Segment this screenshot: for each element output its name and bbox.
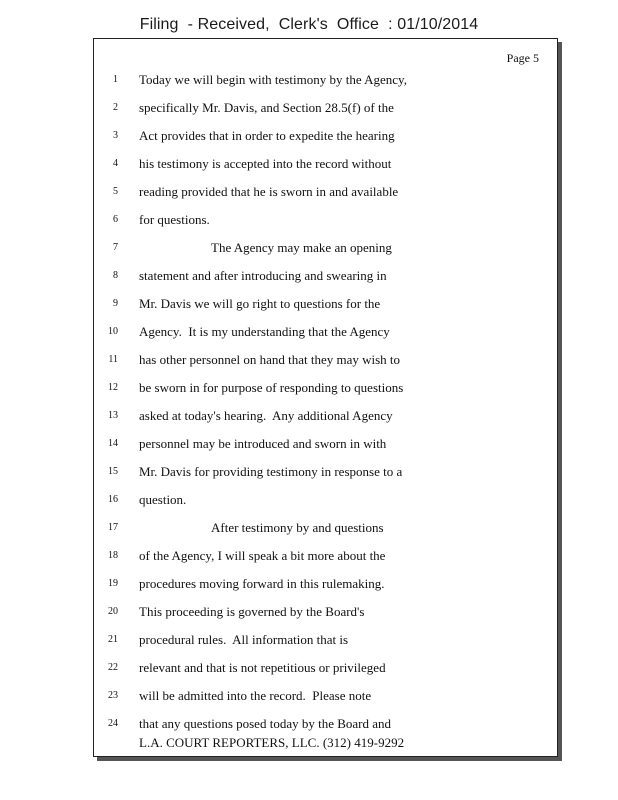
line-text: be sworn in for purpose of responding to questions (139, 380, 404, 395)
line-text: for questions. (139, 212, 210, 227)
line-text: that any questions posed today by the Board and (139, 716, 392, 731)
transcript-line (94, 602, 557, 630)
filing-stamp: Filing - Received, Clerk's Office : 01/10/2014 (139, 16, 479, 33)
line-number: 24 (108, 718, 118, 729)
line-number: 14 (108, 438, 118, 449)
line-text: This proceeding is governed by the Board's (139, 604, 365, 619)
transcript-page (93, 38, 558, 757)
line-text: procedures moving forward in this rulemaking. (139, 576, 385, 591)
line-text: Agency. It is my understanding that the Agency (139, 324, 390, 339)
line-text: personnel may be introduced and sworn in with (139, 436, 387, 451)
transcript-line (94, 378, 557, 406)
line-text: statement and after introducing and swearing in (139, 268, 387, 283)
line-number: 19 (108, 578, 118, 589)
line-number: 17 (108, 522, 118, 533)
transcript-line (94, 294, 557, 322)
line-text: After testimony by and questions (211, 520, 384, 535)
transcript-line (94, 350, 557, 378)
line-number: 20 (108, 606, 118, 617)
line-text: has other personnel on hand that they may wish to (139, 352, 401, 367)
line-number: 6 (113, 214, 118, 225)
line-number: 9 (113, 298, 118, 309)
court-reporter-footer: L.A. COURT REPORTERS, LLC. (312) 419-9292 (139, 735, 405, 750)
line-number: 22 (108, 662, 118, 673)
line-number: 1 (113, 74, 118, 85)
transcript-line (94, 434, 557, 462)
transcript-line (94, 154, 557, 182)
page-number: Page 5 (506, 51, 539, 65)
line-number: 18 (108, 550, 118, 561)
transcript-line (94, 630, 557, 658)
transcript-line (94, 406, 557, 434)
line-number: 3 (113, 130, 118, 141)
line-number: 4 (113, 158, 118, 169)
transcript-line (94, 518, 557, 546)
line-text: of the Agency, I will speak a bit more about the (139, 548, 386, 563)
line-text: Mr. Davis we will go right to questions for the (139, 296, 381, 311)
transcript-line (94, 266, 557, 294)
transcript-lines (94, 70, 557, 742)
line-text: his testimony is accepted into the record without (139, 156, 392, 171)
line-number: 5 (113, 186, 118, 197)
line-number: 21 (108, 634, 118, 645)
transcript-line (94, 686, 557, 714)
line-text: Mr. Davis for providing testimony in response to a (139, 464, 403, 479)
transcript-line (94, 546, 557, 574)
line-number: 13 (108, 410, 118, 421)
line-number: 8 (113, 270, 118, 281)
line-text: The Agency may make an opening (211, 240, 392, 255)
transcript-line (94, 658, 557, 686)
line-text: relevant and that is not repetitious or privileged (139, 660, 386, 675)
transcript-line (94, 126, 557, 154)
line-text: asked at today's hearing. Any additional Agency (139, 408, 393, 423)
transcript-line (94, 70, 557, 98)
line-number: 7 (113, 242, 118, 253)
transcript-line (94, 574, 557, 602)
line-number: 12 (108, 382, 118, 393)
transcript-line (94, 462, 557, 490)
transcript-line (94, 322, 557, 350)
line-text: reading provided that he is sworn in and available (139, 184, 399, 199)
line-text: question. (139, 492, 187, 507)
transcript-line (94, 238, 557, 266)
line-text: will be admitted into the record. Please note (139, 688, 372, 703)
line-number: 23 (108, 690, 118, 701)
line-text: Act provides that in order to expedite the hearing (139, 128, 395, 143)
line-number: 11 (108, 354, 118, 365)
line-number: 15 (108, 466, 118, 477)
line-text: Today we will begin with testimony by the Agency, (139, 72, 407, 87)
transcript-line (94, 98, 557, 126)
line-number: 16 (108, 494, 118, 505)
transcript-line (94, 490, 557, 518)
line-number: 10 (108, 326, 118, 337)
transcript-line (94, 210, 557, 238)
line-text: procedural rules. All information that is (139, 632, 349, 647)
line-number: 2 (113, 102, 118, 113)
transcript-line (94, 182, 557, 210)
line-text: specifically Mr. Davis, and Section 28.5(f) of the (139, 100, 394, 115)
